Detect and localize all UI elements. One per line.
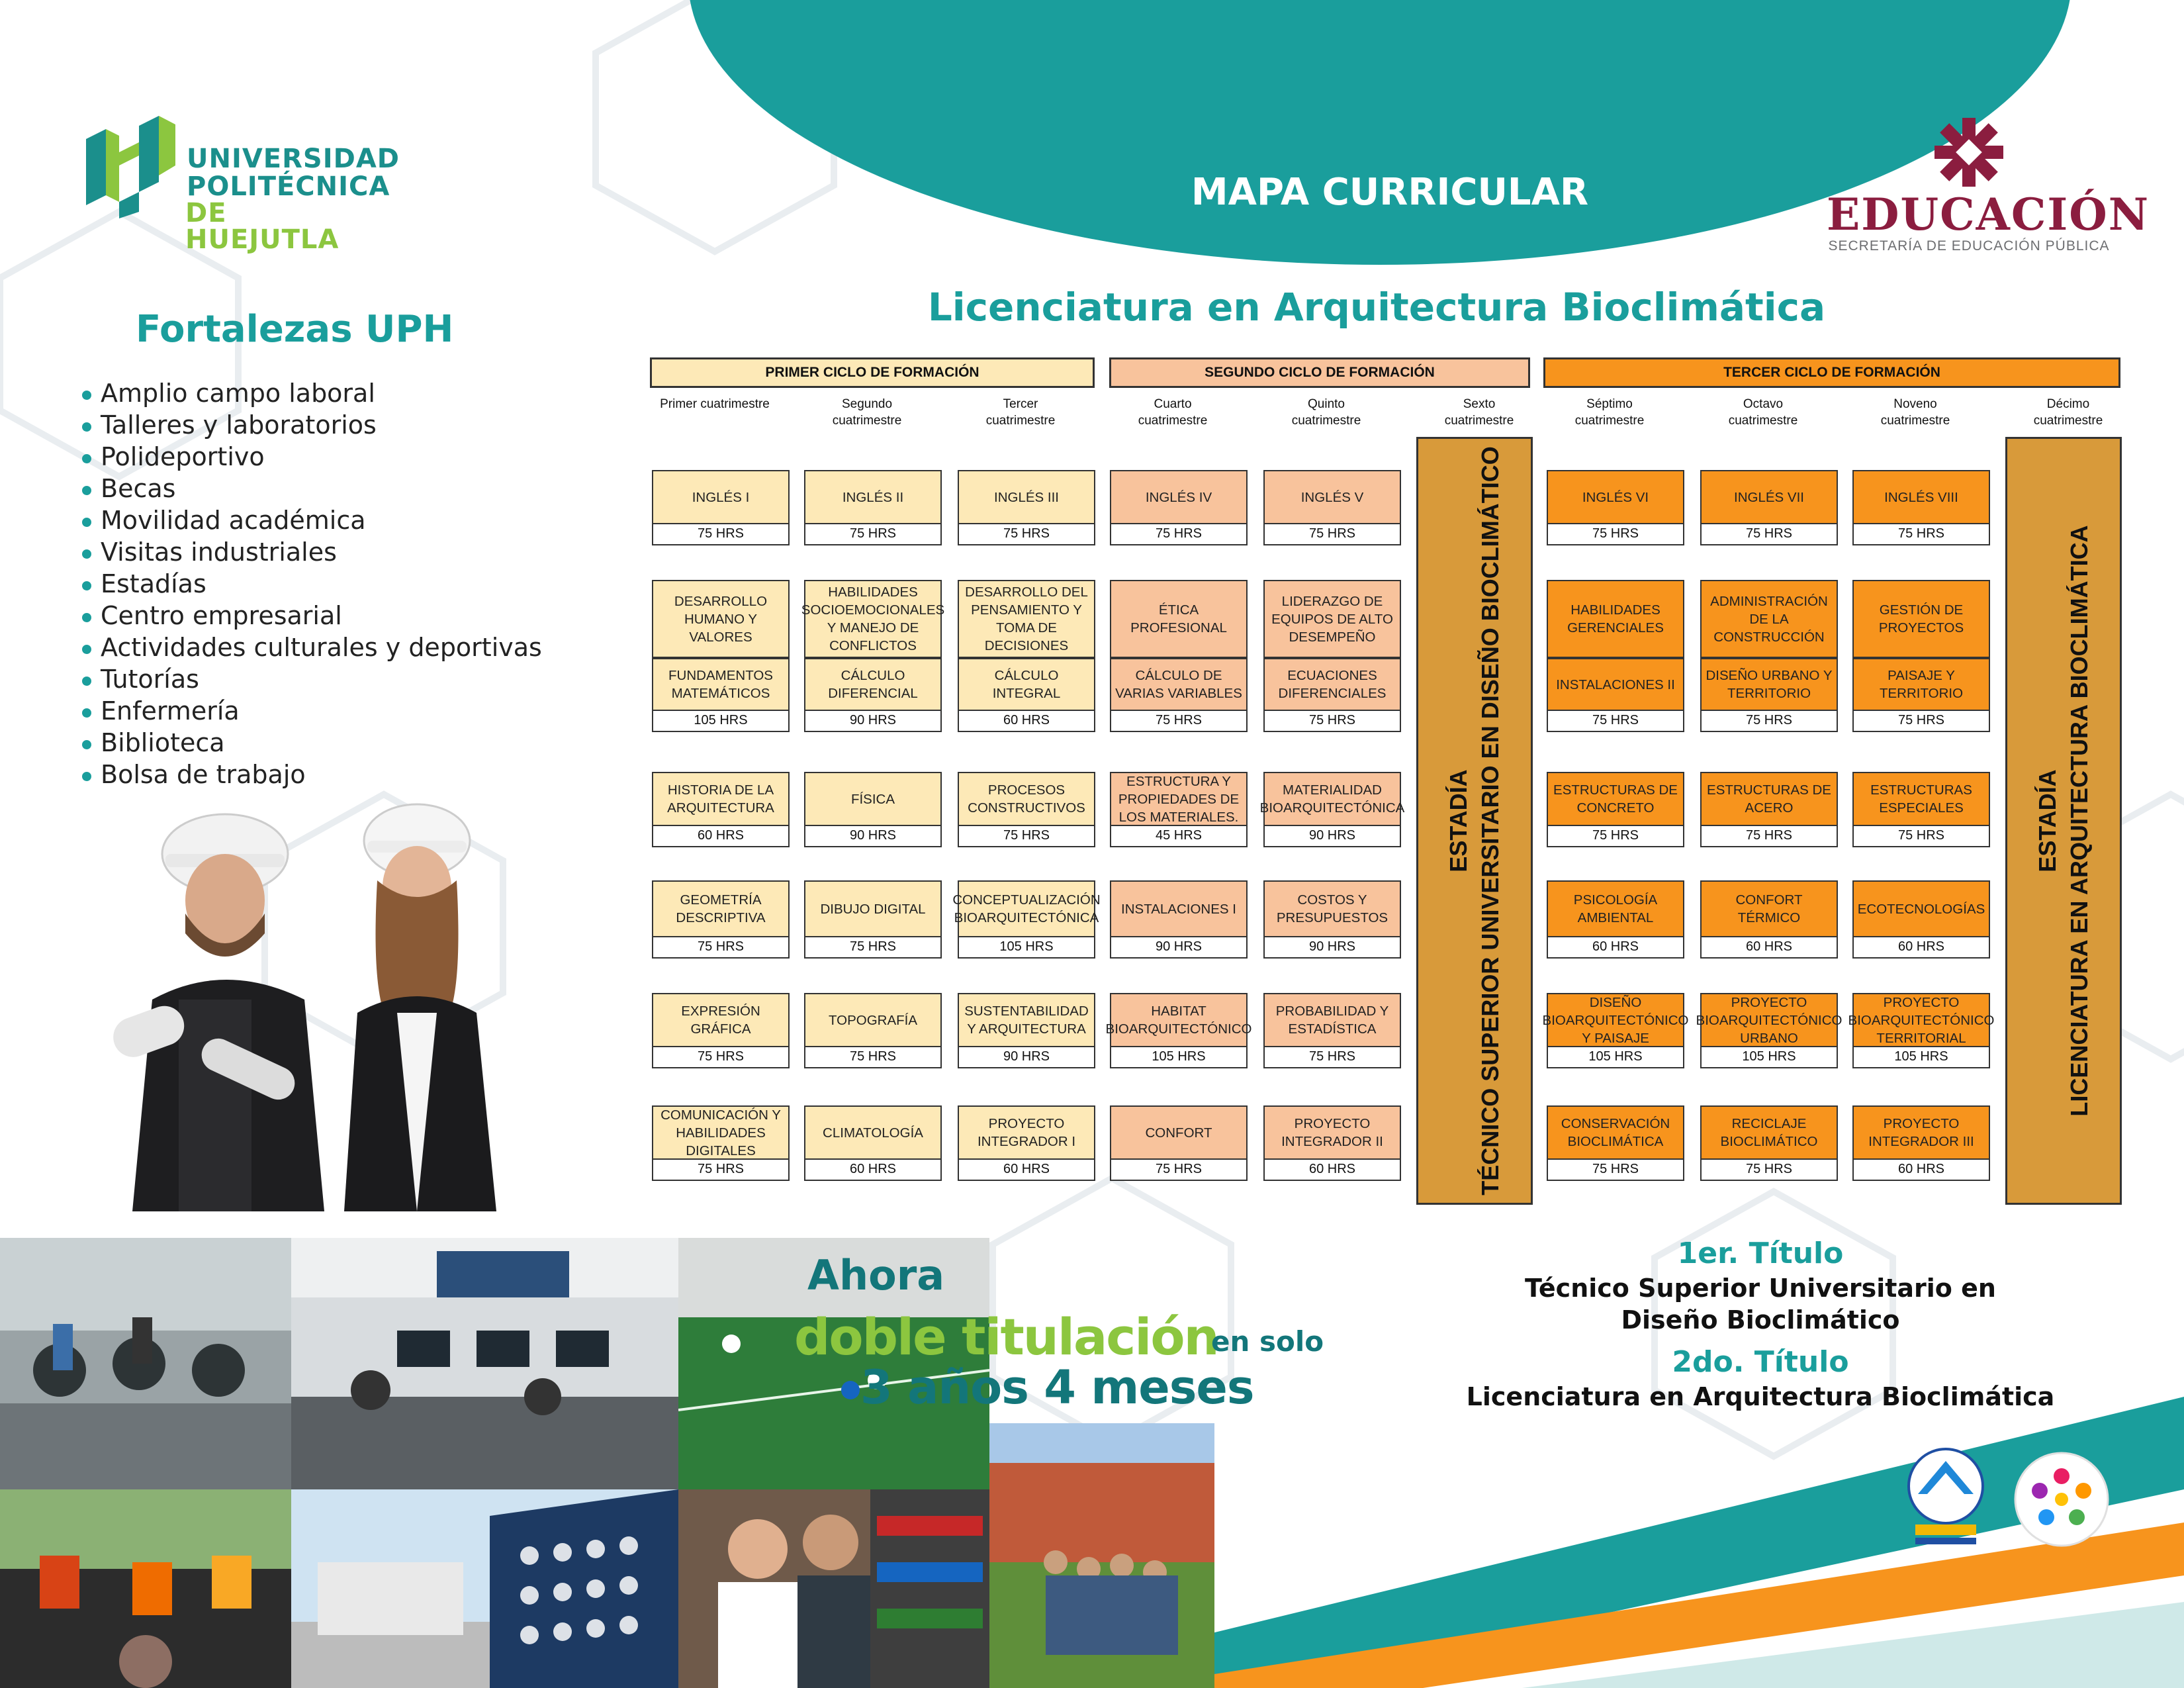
computer-lab-photo bbox=[291, 1238, 678, 1489]
course-card bbox=[804, 658, 942, 732]
course-card bbox=[1263, 470, 1401, 545]
course-hours: 90 HRS bbox=[1265, 825, 1400, 846]
course-card bbox=[652, 580, 790, 658]
program-title: Licenciatura en Arquitectura Bioclimática bbox=[927, 285, 1826, 330]
course-card bbox=[1110, 772, 1248, 847]
course-name: SUSTENTABILIDAD Y ARQUITECTURA bbox=[964, 1004, 1089, 1037]
course-hours: 90 HRS bbox=[1111, 936, 1246, 957]
cycle-header-1: PRIMER CICLO DE FORMACIÓN bbox=[650, 357, 1095, 388]
first-title-heading: 1er. Título bbox=[1677, 1237, 1844, 1270]
course-card bbox=[1547, 658, 1684, 732]
course-hours: 60 HRS bbox=[1854, 936, 1989, 957]
course-name: COSTOS Y PRESUPUESTOS bbox=[1276, 892, 1388, 925]
term-label-line2: cuatrimestre bbox=[1574, 414, 1645, 428]
course-name: CLIMATOLOGÍA bbox=[823, 1125, 923, 1141]
sep-logo bbox=[1827, 116, 2150, 255]
stay-decimo-line1: ESTADÍA bbox=[2034, 769, 2061, 872]
course-name: INGLÉS V bbox=[1300, 489, 1364, 505]
course-name: COMUNICACIÓN Y HABILIDADES DIGITALES bbox=[660, 1107, 781, 1158]
term-label-line1: Segundo bbox=[841, 397, 893, 411]
course-card bbox=[1700, 470, 1838, 545]
course-name: ESTRUCTURA Y PROPIEDADES DE LOS MATERIALES. bbox=[1118, 773, 1240, 825]
term-label-line2: cuatrimestre bbox=[1880, 414, 1950, 428]
sep-subtitle: SECRETARÍA DE EDUCACIÓN PÚBLICA bbox=[1828, 238, 2110, 254]
second-title-heading: 2do. Título bbox=[1672, 1345, 1849, 1379]
course-card bbox=[1700, 580, 1838, 658]
course-card bbox=[1110, 580, 1248, 658]
course-card bbox=[1852, 1105, 1990, 1181]
stay-sexto-line1: ESTADÍA bbox=[1445, 769, 1472, 872]
course-card bbox=[1696, 993, 1843, 1068]
term-label bbox=[951, 396, 1090, 429]
list-item: Estadías bbox=[79, 568, 542, 600]
course-card bbox=[1263, 1105, 1401, 1181]
course-name: PAISAJE Y TERRITORIO bbox=[1879, 668, 1964, 701]
course-name: CONFORT TÉRMICO bbox=[1735, 892, 1803, 925]
course-name: INSTALACIONES II bbox=[1556, 677, 1675, 692]
university-name-line1: UNIVERSIDAD bbox=[187, 144, 400, 174]
course-hours: 60 HRS bbox=[959, 1158, 1094, 1180]
library-photo bbox=[678, 1489, 989, 1688]
course-name: DISEÑO BIOARQUITECTÓNICO Y PAISAJE bbox=[1542, 994, 1689, 1046]
term-label bbox=[1694, 396, 1833, 429]
course-card bbox=[804, 1105, 942, 1181]
term-label-line2: cuatrimestre bbox=[1138, 414, 1208, 428]
course-hours: 105 HRS bbox=[1548, 1046, 1683, 1067]
course-hours: 75 HRS bbox=[1548, 523, 1683, 544]
course-card bbox=[958, 772, 1095, 847]
stay-sexto bbox=[1416, 437, 1533, 1205]
course-name: CONCEPTUALIZACIÓN BIOARQUITECTÓNICA bbox=[952, 892, 1101, 925]
course-card bbox=[1105, 993, 1252, 1068]
term-label-line1: Primer cuatrimestre bbox=[660, 397, 770, 411]
course-card bbox=[1547, 580, 1684, 658]
students-photo bbox=[106, 801, 569, 1211]
term-label bbox=[1846, 396, 1985, 429]
list-item: Enfermería bbox=[79, 695, 542, 727]
slogan-line1: Ahora bbox=[807, 1251, 945, 1299]
fortalezas-title: Fortalezas UPH bbox=[136, 308, 454, 351]
course-name: INGLÉS II bbox=[842, 489, 904, 505]
first-title-line1: Técnico Superior Universitario en bbox=[1525, 1274, 1996, 1303]
term-label bbox=[1540, 396, 1679, 429]
course-name: INGLÉS VI bbox=[1582, 489, 1649, 505]
list-item: Visitas industriales bbox=[79, 536, 542, 568]
course-card bbox=[1263, 580, 1401, 658]
course-hours: 90 HRS bbox=[805, 710, 940, 731]
course-name: PROCESOS CONSTRUCTIVOS bbox=[968, 782, 1085, 816]
course-name: ÉTICA PROFESIONAL bbox=[1130, 602, 1227, 635]
course-hours: 75 HRS bbox=[1265, 1046, 1400, 1067]
course-name: PROYECTO INTEGRADOR II bbox=[1281, 1116, 1383, 1149]
course-card bbox=[1547, 772, 1684, 847]
course-card bbox=[1700, 658, 1838, 732]
course-hours: 45 HRS bbox=[1111, 825, 1246, 846]
university-logo bbox=[79, 113, 400, 255]
term-label-line1: Décimo bbox=[2046, 397, 2090, 411]
course-hours: 75 HRS bbox=[959, 523, 1094, 544]
sep-flower-icon bbox=[1827, 116, 2111, 189]
course-card bbox=[801, 580, 945, 658]
course-hours: 105 HRS bbox=[1111, 1046, 1246, 1067]
course-name: EXPRESIÓN GRÁFICA bbox=[681, 1004, 760, 1037]
course-card bbox=[958, 1105, 1095, 1181]
course-card bbox=[1852, 658, 1990, 732]
course-name: INGLÉS IV bbox=[1145, 489, 1212, 505]
course-name: MATERIALIDAD BIOARQUITECTÓNICA bbox=[1259, 782, 1405, 816]
course-card bbox=[1542, 993, 1689, 1068]
course-card bbox=[958, 470, 1095, 545]
list-item: Amplio campo laboral bbox=[79, 377, 542, 409]
course-name: GEOMETRÍA DESCRIPTIVA bbox=[676, 892, 766, 925]
course-card bbox=[652, 470, 790, 545]
term-label-line1: Noveno bbox=[1893, 397, 1937, 411]
course-name: PSICOLOGÍA AMBIENTAL bbox=[1573, 892, 1658, 925]
term-label bbox=[797, 396, 936, 429]
slogan-line3: en solo bbox=[1211, 1325, 1324, 1358]
course-card bbox=[1110, 658, 1248, 732]
course-card bbox=[958, 658, 1095, 732]
course-hours: 75 HRS bbox=[959, 825, 1094, 846]
course-hours: 105 HRS bbox=[1702, 1046, 1837, 1067]
term-label bbox=[1103, 396, 1242, 429]
quality-alliance-seal-icon bbox=[1899, 1446, 1992, 1552]
cycle-header-3: TERCER CICLO DE FORMACIÓN bbox=[1543, 357, 2120, 388]
list-item: Bolsa de trabajo bbox=[79, 759, 542, 790]
list-item: Tutorías bbox=[79, 663, 542, 695]
course-name: CONFORT bbox=[1145, 1125, 1212, 1141]
course-name: DIBUJO DIGITAL bbox=[820, 901, 926, 917]
course-card bbox=[652, 772, 790, 847]
course-hours: 105 HRS bbox=[1854, 1046, 1989, 1067]
term-label-line1: Sexto bbox=[1463, 397, 1496, 411]
course-card bbox=[1263, 658, 1401, 732]
list-item: Movilidad académica bbox=[79, 504, 542, 536]
course-name: INGLÉS VIII bbox=[1884, 489, 1958, 505]
term-label bbox=[1999, 396, 2138, 429]
course-hours: 75 HRS bbox=[1548, 710, 1683, 731]
list-item: Polideportivo bbox=[79, 441, 542, 473]
term-label bbox=[1410, 396, 1549, 429]
course-name: PROYECTO BIOARQUITECTÓNICO TERRITORIAL bbox=[1848, 994, 1995, 1046]
course-hours: 75 HRS bbox=[805, 1046, 940, 1067]
course-card bbox=[1547, 1105, 1684, 1181]
equality-norm-seal-icon bbox=[2012, 1450, 2111, 1549]
course-name: RECICLAJE BIOCLIMÁTICO bbox=[1720, 1116, 1818, 1149]
course-name: PROYECTO INTEGRADOR III bbox=[1868, 1116, 1974, 1149]
course-name: INGLÉS VII bbox=[1734, 489, 1804, 505]
course-name: FUNDAMENTOS MATEMÁTICOS bbox=[668, 668, 773, 701]
course-card bbox=[652, 1105, 790, 1181]
course-hours: 75 HRS bbox=[1854, 825, 1989, 846]
course-card bbox=[1263, 993, 1401, 1068]
course-name: CÁLCULO INTEGRAL bbox=[992, 668, 1061, 701]
course-hours: 75 HRS bbox=[1854, 710, 1989, 731]
term-label-line2: cuatrimestre bbox=[985, 414, 1056, 428]
course-hours: 75 HRS bbox=[1702, 825, 1837, 846]
term-label-line2: cuatrimestre bbox=[1444, 414, 1514, 428]
course-name: INGLÉS III bbox=[994, 489, 1059, 505]
course-hours: 75 HRS bbox=[653, 1046, 788, 1067]
course-card bbox=[1110, 470, 1248, 545]
course-name: PROYECTO BIOARQUITECTÓNICO URBANO bbox=[1696, 994, 1843, 1046]
course-hours: 105 HRS bbox=[653, 710, 788, 731]
course-card bbox=[804, 772, 942, 847]
gym-photo bbox=[0, 1238, 291, 1489]
course-card bbox=[1263, 880, 1401, 959]
list-item: Centro empresarial bbox=[79, 600, 542, 632]
course-card bbox=[958, 580, 1095, 658]
course-name: ADMINISTRACIÓN DE LA CONSTRUCCIÓN bbox=[1710, 593, 1828, 645]
course-name: HISTORIA DE LA ARQUITECTURA bbox=[667, 782, 774, 816]
course-hours: 60 HRS bbox=[959, 710, 1094, 731]
course-name: CÁLCULO DE VARIAS VARIABLES bbox=[1115, 668, 1242, 701]
course-name: ECOTECNOLOGÍAS bbox=[1857, 901, 1985, 917]
course-name: DISEÑO URBANO Y TERRITORIO bbox=[1706, 668, 1833, 701]
course-hours: 105 HRS bbox=[959, 936, 1094, 957]
second-title-name: Licenciatura en Arquitectura Bioclimática bbox=[1466, 1382, 2055, 1411]
course-name: TOPOGRAFÍA bbox=[828, 1012, 918, 1028]
course-card bbox=[652, 993, 790, 1068]
course-card bbox=[1852, 580, 1990, 658]
course-name: GESTIÓN DE PROYECTOS bbox=[1878, 602, 1964, 635]
course-card bbox=[652, 658, 790, 732]
course-name: FÍSICA bbox=[850, 791, 895, 807]
course-name: INGLÉS I bbox=[692, 489, 750, 505]
course-card bbox=[1547, 880, 1684, 959]
course-name: ESTRUCTURAS ESPECIALES bbox=[1870, 782, 1972, 816]
course-card bbox=[1700, 880, 1838, 959]
term-label-line2: cuatrimestre bbox=[1291, 414, 1361, 428]
course-hours: 75 HRS bbox=[1702, 710, 1837, 731]
course-hours: 75 HRS bbox=[1111, 1158, 1246, 1180]
map-title: MAPA CURRICULAR bbox=[1191, 171, 1589, 214]
course-card bbox=[1852, 880, 1990, 959]
course-hours: 90 HRS bbox=[805, 825, 940, 846]
course-name: ESTRUCTURAS DE ACERO bbox=[1707, 782, 1831, 816]
course-card bbox=[1700, 1105, 1838, 1181]
course-hours: 90 HRS bbox=[1265, 936, 1400, 957]
course-name: ESTRUCTURAS DE CONCRETO bbox=[1553, 782, 1678, 816]
stay-decimo bbox=[2005, 437, 2122, 1205]
course-card bbox=[958, 993, 1095, 1068]
course-hours: 75 HRS bbox=[1548, 825, 1683, 846]
course-name: CÁLCULO DIFERENCIAL bbox=[828, 668, 918, 701]
course-name: INSTALACIONES I bbox=[1121, 901, 1236, 917]
course-card bbox=[1110, 1105, 1248, 1181]
course-hours: 75 HRS bbox=[1265, 523, 1400, 544]
course-hours: 60 HRS bbox=[1265, 1158, 1400, 1180]
course-name: PROYECTO INTEGRADOR I bbox=[977, 1116, 1076, 1149]
course-card bbox=[652, 880, 790, 959]
course-card bbox=[1852, 772, 1990, 847]
course-hours: 60 HRS bbox=[1702, 936, 1837, 957]
course-hours: 60 HRS bbox=[1548, 936, 1683, 957]
course-card bbox=[1700, 772, 1838, 847]
course-name: LIDERAZGO DE EQUIPOS DE ALTO DESEMPEÑO bbox=[1271, 593, 1393, 645]
term-label bbox=[1257, 396, 1396, 429]
course-hours: 75 HRS bbox=[805, 936, 940, 957]
slogan-line2: doble titulación bbox=[794, 1307, 1218, 1366]
first-title-line2: Diseño Bioclimático bbox=[1621, 1305, 1900, 1335]
course-hours: 60 HRS bbox=[653, 825, 788, 846]
list-item: Talleres y laboratorios bbox=[79, 409, 542, 441]
term-label-line1: Cuarto bbox=[1154, 397, 1192, 411]
course-card bbox=[952, 880, 1101, 959]
sep-wordmark: EDUCACIÓN bbox=[1827, 189, 2150, 240]
course-hours: 60 HRS bbox=[805, 1158, 940, 1180]
course-name: HABILIDADES SOCIOEMOCIONALES Y MANEJO DE CONFLICTOS bbox=[801, 585, 945, 653]
course-hours: 75 HRS bbox=[653, 936, 788, 957]
course-card bbox=[804, 470, 942, 545]
term-label-line1: Tercer bbox=[1003, 397, 1038, 411]
course-card bbox=[1110, 880, 1248, 959]
course-hours: 75 HRS bbox=[1702, 1158, 1837, 1180]
course-hours: 90 HRS bbox=[959, 1046, 1094, 1067]
stay-decimo-line2: LICENCIATURA EN ARQUITECTURA BIOCLIMÁTICA bbox=[2066, 525, 2093, 1117]
course-card bbox=[1848, 993, 1995, 1068]
term-label-line2: cuatrimestre bbox=[1728, 414, 1798, 428]
course-card bbox=[804, 993, 942, 1068]
slogan-line4: 3 años 4 meses bbox=[860, 1360, 1254, 1415]
course-hours: 75 HRS bbox=[1265, 710, 1400, 731]
course-hours: 75 HRS bbox=[1111, 710, 1246, 731]
university-name-line3: DE HUEJUTLA bbox=[185, 198, 340, 255]
term-label-line2: cuatrimestre bbox=[832, 414, 902, 428]
course-card bbox=[804, 880, 942, 959]
course-name: ECUACIONES DIFERENCIALES bbox=[1278, 668, 1387, 701]
term-label-line1: Octavo bbox=[1743, 397, 1784, 411]
course-hours: 75 HRS bbox=[1548, 1158, 1683, 1180]
list-item: Becas bbox=[79, 473, 542, 504]
term-label-line1: Séptimo bbox=[1586, 397, 1633, 411]
course-card bbox=[1852, 470, 1990, 545]
course-name: CONSERVACIÓN BIOCLIMÁTICA bbox=[1561, 1116, 1670, 1149]
course-hours: 60 HRS bbox=[1854, 1158, 1989, 1180]
campus-group-photo bbox=[989, 1423, 1214, 1688]
term-label bbox=[645, 396, 784, 412]
term-label-line1: Quinto bbox=[1308, 397, 1345, 411]
course-name: DESARROLLO HUMANO Y VALORES bbox=[674, 593, 768, 645]
course-hours: 75 HRS bbox=[653, 523, 788, 544]
course-card bbox=[1547, 470, 1684, 545]
course-name: DESARROLLO DEL PENSAMIENTO Y TOMA DE DECISIONES bbox=[965, 585, 1088, 653]
list-item: Actividades culturales y deportivas bbox=[79, 632, 542, 663]
course-hours: 75 HRS bbox=[1111, 523, 1246, 544]
term-label-line2: cuatrimestre bbox=[2033, 414, 2103, 428]
list-item: Biblioteca bbox=[79, 727, 542, 759]
course-hours: 75 HRS bbox=[805, 523, 940, 544]
business-center-photo bbox=[0, 1489, 291, 1688]
course-name: PROBABILIDAD Y ESTADÍSTICA bbox=[1275, 1004, 1389, 1037]
course-name: HABITAT BIOARQUITECTÓNICO bbox=[1105, 1004, 1252, 1037]
course-card bbox=[1259, 772, 1405, 847]
cycle-header-2: SEGUNDO CICLO DE FORMACIÓN bbox=[1109, 357, 1530, 388]
fortalezas-list bbox=[79, 377, 542, 790]
course-hours: 75 HRS bbox=[653, 1158, 788, 1180]
stay-sexto-line2: TÉCNICO SUPERIOR UNIVERSITARIO EN DISEÑO BIOCLIMÁTICO bbox=[1477, 446, 1504, 1196]
course-hours: 75 HRS bbox=[1854, 523, 1989, 544]
campus-building-photo bbox=[291, 1489, 678, 1688]
university-name-line2: POLITÉCNICA bbox=[187, 171, 390, 202]
course-name: HABILIDADES GERENCIALES bbox=[1567, 602, 1664, 635]
course-hours: 75 HRS bbox=[1702, 523, 1837, 544]
